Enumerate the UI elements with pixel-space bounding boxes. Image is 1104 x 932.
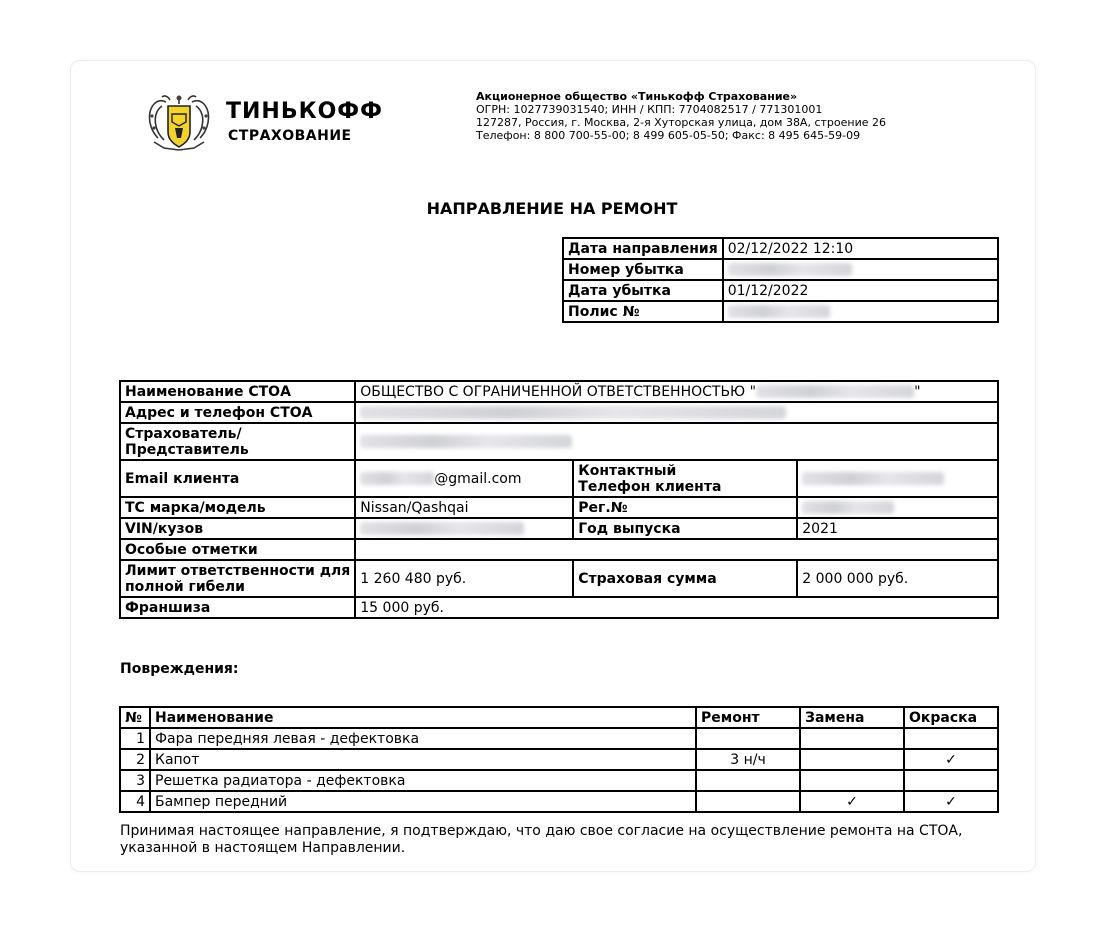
- redacted-value: [728, 305, 830, 318]
- table-row: [120, 560, 998, 597]
- col-paint-header: Окраска: [904, 707, 998, 728]
- row-repair: [696, 770, 800, 791]
- contact-phone-label: [573, 460, 797, 497]
- table-row: [120, 597, 998, 618]
- company-details: [476, 90, 886, 142]
- loss-date-label: Дата убытка: [563, 280, 723, 301]
- repair-info-table: [119, 380, 999, 619]
- deductible-value: 15 000 руб.: [355, 597, 998, 618]
- row-num: 4: [120, 791, 150, 812]
- check-mark-icon: ✓: [904, 791, 998, 812]
- col-replace-header: Замена: [800, 707, 904, 728]
- redacted-value: [360, 406, 786, 419]
- sto-name-value: [355, 381, 998, 402]
- page-title: НАПРАВЛЕНИЕ НА РЕМОНТ: [426, 199, 678, 218]
- vin-value: [355, 518, 573, 539]
- sto-name-prefix: ОБЩЕСТВО С ОГРАНИЧЕННОЙ ОТВЕТСТВЕННОСТЬЮ ": [360, 383, 757, 400]
- insured-label-line2: Представитель: [125, 441, 249, 458]
- notes-label: Особые отметки: [120, 539, 355, 560]
- sto-address-value: [355, 402, 998, 423]
- redacted-value: [802, 472, 944, 485]
- redacted-value: [756, 385, 914, 398]
- row-replace: [800, 749, 904, 770]
- contact-phone-value: [797, 460, 998, 497]
- col-repair-header: Ремонт: [696, 707, 800, 728]
- limit-value: 1 260 480 руб.: [355, 560, 573, 597]
- row-part-name: Бампер передний: [150, 791, 696, 812]
- table-row: [563, 280, 998, 301]
- row-num: 3: [120, 770, 150, 791]
- redacted-value: [360, 522, 524, 535]
- redacted-value: [728, 263, 852, 276]
- tinkoff-crest-logo: [144, 92, 214, 154]
- reg-number-value: [797, 497, 998, 518]
- table-row: [120, 539, 998, 560]
- email-label: Email клиента: [120, 460, 355, 497]
- check-mark-icon: ✓: [800, 791, 904, 812]
- claim-number-label: Номер убытка: [563, 259, 723, 280]
- table-row: [563, 259, 998, 280]
- col-num-header: №: [120, 707, 150, 728]
- limit-label: [120, 560, 355, 597]
- redacted-value: [360, 435, 572, 448]
- redacted-value: [802, 501, 894, 514]
- row-repair: [696, 791, 800, 812]
- row-repair: 3 н/ч: [696, 749, 800, 770]
- reg-number-label: Рег.№: [573, 497, 797, 518]
- insured-value: [355, 423, 998, 460]
- row-replace: [800, 770, 904, 791]
- sto-name-suffix: ": [914, 383, 921, 400]
- row-repair: [696, 728, 800, 749]
- table-header-row: [120, 707, 998, 728]
- contact-label-line1: Контактный: [578, 462, 677, 479]
- sto-name-label: Наименование СТОА: [120, 381, 355, 402]
- email-value: [355, 460, 573, 497]
- col-name-header: Наименование: [150, 707, 696, 728]
- table-row: [120, 518, 998, 539]
- insured-label: [120, 423, 355, 460]
- limit-label-line2: полной гибели: [125, 578, 245, 595]
- deductible-label: Франшиза: [120, 597, 355, 618]
- brand-name: ТИНЬКОФФ: [226, 99, 383, 124]
- sum-insured-label: Страховая сумма: [573, 560, 797, 597]
- referral-meta-table: [562, 237, 999, 323]
- table-row: [563, 301, 998, 322]
- claim-number-value: [723, 259, 998, 280]
- policy-label: Полис №: [563, 301, 723, 322]
- check-mark-icon: ✓: [904, 749, 998, 770]
- table-row: [120, 423, 998, 460]
- year-label: Год выпуска: [573, 518, 797, 539]
- contact-label-line2: Телефон клиента: [578, 478, 722, 495]
- company-address: 127287, Россия, г. Москва, 2-я Хуторская улица, дом 38А, строение 26: [476, 116, 886, 129]
- limit-label-line1: Лимит ответственности для: [125, 562, 351, 579]
- table-row: [120, 749, 998, 770]
- row-paint: [904, 770, 998, 791]
- consent-text: Принимая настоящее направление, я подтверждаю, что даю свое согласие на осуществление ремонта на СТОА, указанной в настоящем Направлении.: [120, 823, 963, 856]
- table-row: [120, 791, 998, 812]
- company-name: Акционерное общество «Тинькофф Страхование»: [476, 90, 798, 103]
- date-label: Дата направления: [563, 238, 723, 259]
- vin-label: VIN/кузов: [120, 518, 355, 539]
- year-value: 2021: [797, 518, 998, 539]
- company-phones: Телефон: 8 800 700-55-00; 8 499 605-05-50; Факс: 8 495 645-59-09: [476, 129, 861, 142]
- table-row: [120, 460, 998, 497]
- date-value: 02/12/2022 12:10: [723, 238, 998, 259]
- row-num: 2: [120, 749, 150, 770]
- vehicle-label: ТС марка/модель: [120, 497, 355, 518]
- table-row: [120, 402, 998, 423]
- damages-table: [119, 706, 999, 813]
- row-part-name: Фара передняя левая - дефектовка: [150, 728, 696, 749]
- email-domain: @gmail.com: [434, 470, 522, 487]
- sum-insured-value: 2 000 000 руб.: [797, 560, 998, 597]
- insured-label-line1: Страхователь/: [125, 425, 242, 442]
- company-registration: ОГРН: 1027739031540; ИНН / КПП: 7704082517 / 771301001: [476, 103, 823, 116]
- table-row: [120, 497, 998, 518]
- brand-subtitle: СТРАХОВАНИЕ: [228, 128, 352, 144]
- table-row: [563, 238, 998, 259]
- row-paint: [904, 728, 998, 749]
- row-replace: [800, 728, 904, 749]
- row-part-name: Решетка радиатора - дефектовка: [150, 770, 696, 791]
- row-num: 1: [120, 728, 150, 749]
- vehicle-value: Nissan/Qashqai: [355, 497, 573, 518]
- policy-value: [723, 301, 998, 322]
- sto-address-label: Адрес и телефон СТОА: [120, 402, 355, 423]
- table-row: [120, 770, 998, 791]
- loss-date-value: 01/12/2022: [723, 280, 998, 301]
- row-part-name: Капот: [150, 749, 696, 770]
- damages-heading: Повреждения:: [120, 661, 239, 677]
- table-row: [120, 728, 998, 749]
- table-row: [120, 381, 998, 402]
- redacted-value: [360, 472, 434, 485]
- notes-value: [355, 539, 998, 560]
